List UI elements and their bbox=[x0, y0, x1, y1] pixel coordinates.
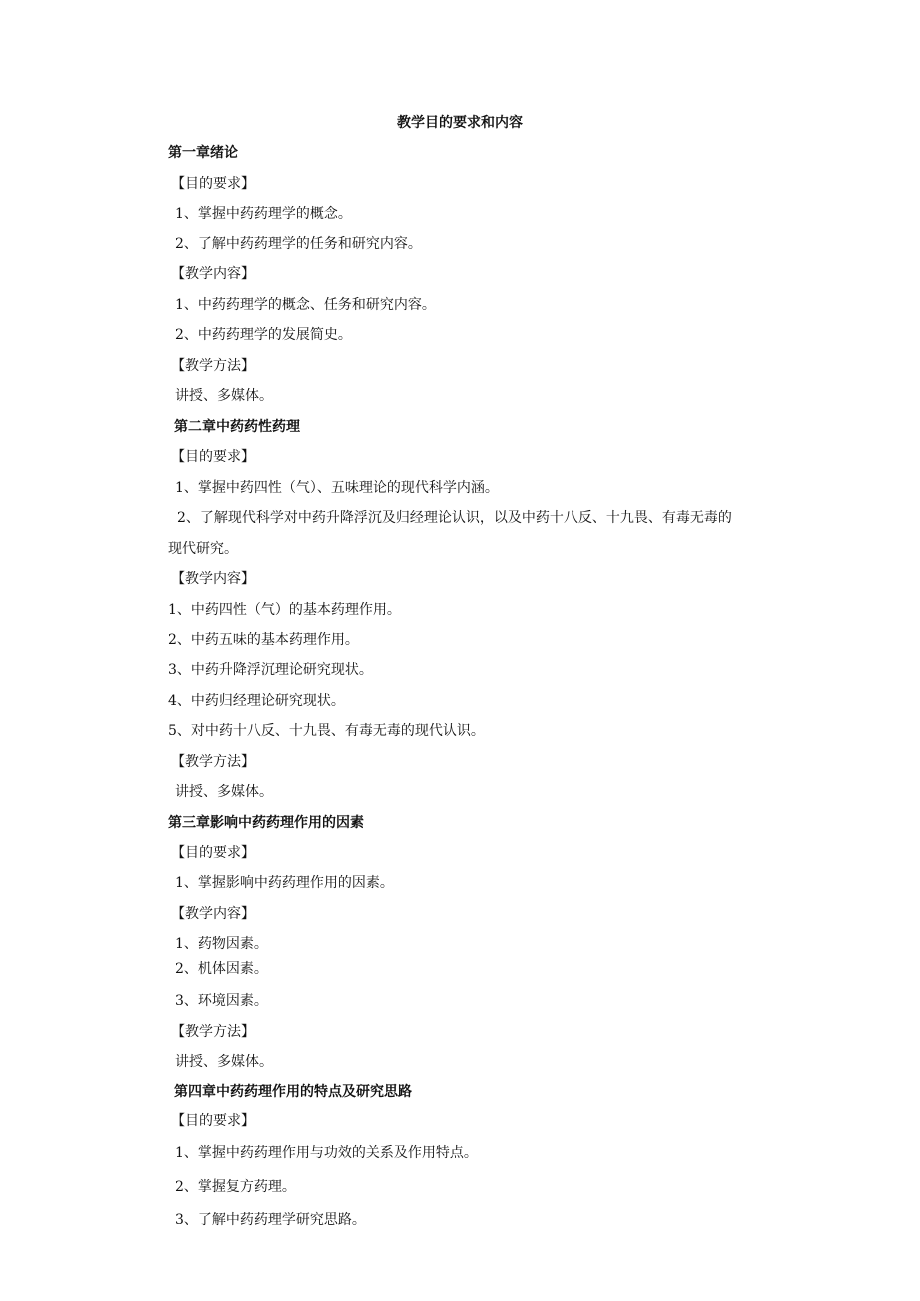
chapter-1-goal-1: 1、掌握中药药理学的概念。 bbox=[175, 206, 352, 222]
chapter-2-content-1: 1、中药四性（气）的基本药理作用。 bbox=[168, 602, 401, 618]
chapter-2-goal-1: 1、掌握中药四性（气）、五味理论的现代科学内涵。 bbox=[175, 480, 499, 496]
chapter-2-goal-2: 2、了解现代科学对中药升降浮沉及归经理论认识，以及中药十八反、十九畏、有毒无毒的 bbox=[177, 510, 732, 526]
chapter-4-heading: 第四章中药药理作用的特点及研究思路 bbox=[174, 1084, 412, 1100]
chapter-1-heading: 第一章绪论 bbox=[168, 145, 238, 161]
chapter-4-goal-3: 3、了解中药药理学研究思路。 bbox=[175, 1212, 366, 1228]
chapter-3-goal-1: 1、掌握影响中药药理作用的因素。 bbox=[175, 875, 394, 891]
chapter-1-content-label: 【教学内容】 bbox=[171, 266, 255, 282]
chapter-1-content-2: 2、中药药理学的发展简史。 bbox=[175, 327, 352, 343]
chapter-4-goal-1: 1、掌握中药药理作用与功效的关系及作用特点。 bbox=[175, 1145, 478, 1161]
chapter-2-content-3: 3、中药升降浮沉理论研究现状。 bbox=[168, 662, 373, 678]
chapter-4-goal-2: 2、掌握复方药理。 bbox=[175, 1179, 296, 1195]
chapter-2-content-4: 4、中药归经理论研究现状。 bbox=[168, 693, 345, 709]
document-title: 教学目的要求和内容 bbox=[397, 115, 523, 131]
chapter-3-content-label: 【教学内容】 bbox=[171, 906, 255, 922]
chapter-3-method-label: 【教学方法】 bbox=[171, 1024, 255, 1040]
chapter-1-method: 讲授、多媒体。 bbox=[175, 388, 273, 404]
chapter-2-method: 讲授、多媒体。 bbox=[175, 784, 273, 800]
chapter-1-method-label: 【教学方法】 bbox=[171, 358, 255, 374]
chapter-1-goal-2: 2、了解中药药理学的任务和研究内容。 bbox=[175, 236, 422, 252]
chapter-3-content-1: 1、药物因素。 bbox=[175, 936, 268, 952]
chapter-2-heading: 第二章中药药性药理 bbox=[174, 419, 300, 435]
chapter-2-method-label: 【教学方法】 bbox=[171, 754, 255, 770]
chapter-3-goal-label: 【目的要求】 bbox=[171, 845, 255, 861]
chapter-1-goal-label: 【目的要求】 bbox=[171, 176, 255, 192]
chapter-4-goal-label: 【目的要求】 bbox=[171, 1113, 255, 1129]
chapter-2-content-5: 5、对中药十八反、十九畏、有毒无毒的现代认识。 bbox=[168, 723, 485, 739]
chapter-3-heading: 第三章影响中药药理作用的因素 bbox=[168, 815, 364, 831]
chapter-2-goal-2-cont: 现代研究。 bbox=[168, 541, 238, 557]
chapter-3-content-3: 3、环境因素。 bbox=[175, 993, 268, 1009]
chapter-2-goal-label: 【目的要求】 bbox=[171, 449, 255, 465]
chapter-1-content-1: 1、中药药理学的概念、任务和研究内容。 bbox=[175, 297, 436, 313]
chapter-3-content-2: 2、机体因素。 bbox=[175, 961, 268, 977]
chapter-2-content-label: 【教学内容】 bbox=[171, 571, 255, 587]
chapter-2-content-2: 2、中药五味的基本药理作用。 bbox=[168, 632, 359, 648]
chapter-3-method: 讲授、多媒体。 bbox=[175, 1054, 273, 1070]
